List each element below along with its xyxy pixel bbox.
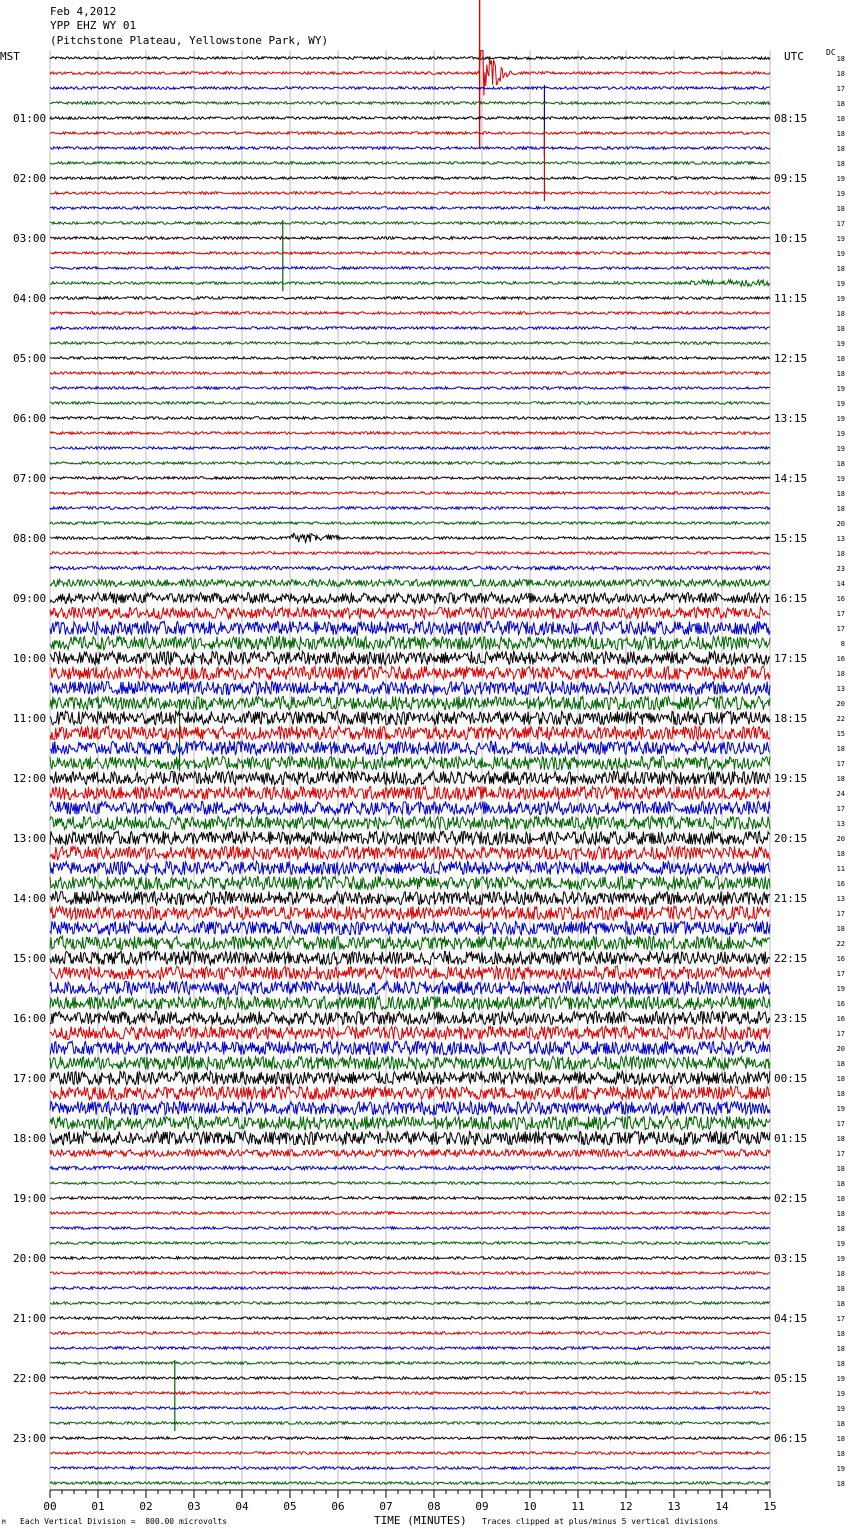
dc-offset-value: 19	[836, 1390, 845, 1398]
dc-offset-value: 18	[836, 70, 845, 78]
dc-offset-value: 18	[836, 1420, 845, 1428]
trace-row	[50, 711, 770, 724]
trace-row	[50, 1116, 770, 1129]
dc-offset-value: 19	[836, 280, 845, 288]
trace-row	[50, 786, 770, 799]
utc-hour-label: 18:15	[774, 712, 808, 725]
utc-hour-label: 22:15	[774, 952, 808, 965]
dc-offset-value: 18	[836, 505, 845, 513]
dc-offset-value: 18	[836, 1330, 845, 1338]
dc-offset-value: 19	[836, 340, 845, 348]
scale-note: Each Vertical Division = 800.00 microvolts	[20, 1517, 228, 1526]
utc-hour-label: 20:15	[774, 832, 808, 845]
dc-offset-value: 18	[836, 325, 845, 333]
trace-row	[50, 696, 770, 709]
dc-offset-value: 18	[836, 205, 845, 213]
trace-row	[50, 936, 770, 949]
trace-row	[50, 87, 770, 90]
dc-offset-value: 16	[836, 880, 845, 888]
dc-offset-value: 18	[836, 55, 845, 63]
x-axis-title: TIME (MINUTES)	[374, 1514, 467, 1527]
mst-hour-label: 10:00	[13, 652, 47, 665]
plot-date: Feb 4,2012	[50, 5, 117, 18]
dc-offset-value: 18	[836, 925, 845, 933]
dc-offset-value: 16	[836, 655, 845, 663]
mst-hour-label: 23:00	[13, 1432, 47, 1445]
dc-offset-value: 19	[836, 1465, 845, 1473]
trace-row	[50, 636, 770, 649]
dc-offset-value: 18	[836, 1285, 845, 1293]
x-tick-label: 06	[331, 1500, 345, 1513]
trace-row	[50, 1437, 770, 1440]
dc-offset-value: 18	[836, 130, 845, 138]
trace-row	[50, 1317, 770, 1320]
utc-hour-label: 17:15	[774, 652, 808, 665]
trace-row	[50, 966, 770, 979]
utc-hour-label: 15:15	[774, 532, 808, 545]
trace-row	[50, 162, 770, 165]
trace-row	[50, 831, 770, 844]
trace-row	[50, 593, 770, 604]
utc-hour-label: 04:15	[774, 1312, 808, 1325]
dc-offset-value: 17	[836, 85, 845, 93]
dc-offset-value: 18	[836, 1210, 845, 1218]
x-tick-label: 01	[91, 1500, 105, 1513]
trace-row	[50, 876, 770, 889]
dc-offset-value: 13	[836, 820, 845, 828]
mst-hour-label: 14:00	[13, 892, 47, 905]
trace-row	[50, 1041, 770, 1054]
trace-row	[50, 579, 770, 586]
corner-mark: M	[2, 1519, 6, 1526]
utc-hour-label: 23:15	[774, 1012, 808, 1025]
dc-offset-value: 18	[836, 1270, 845, 1278]
mst-hour-label: 17:00	[13, 1072, 47, 1085]
trace-row	[50, 147, 770, 150]
dc-offset-value: 19	[836, 175, 845, 183]
trace-row	[50, 1302, 770, 1305]
dc-offset-value: 17	[836, 610, 845, 618]
dc-offset-value: 18	[836, 1225, 845, 1233]
utc-hour-label: 11:15	[774, 292, 808, 305]
trace-row	[50, 327, 770, 330]
trace-row	[50, 252, 770, 255]
dc-offset-value: 18	[836, 1360, 845, 1368]
utc-hour-label: 01:15	[774, 1132, 808, 1145]
trace-row	[50, 1227, 770, 1230]
trace-row	[50, 447, 770, 450]
trace-row	[50, 192, 770, 195]
dc-offset-value: 16	[836, 595, 845, 603]
utc-hour-label: 10:15	[774, 232, 808, 245]
trace-row	[50, 432, 770, 435]
trace-row	[50, 861, 770, 874]
dc-offset-value: 18	[836, 1345, 845, 1353]
x-tick-label: 14	[715, 1500, 729, 1513]
dc-offset-value: 11	[836, 865, 845, 873]
trace-row	[50, 207, 770, 210]
time-axis	[43, 1490, 776, 1513]
trace-row	[50, 771, 770, 784]
dc-offset-value: 17	[836, 970, 845, 978]
utc-hour-label: 05:15	[774, 1372, 808, 1385]
dc-offset-value: 20	[836, 700, 845, 708]
utc-hour-label: 19:15	[774, 772, 808, 785]
utc-hour-label: 03:15	[774, 1252, 808, 1265]
mst-hour-label: 16:00	[13, 1012, 47, 1025]
dc-offset-value: 18	[836, 1195, 845, 1203]
dc-offset-value: 18	[836, 355, 845, 363]
trace-row	[50, 312, 770, 315]
trace-row	[50, 651, 770, 664]
trace-row	[50, 996, 770, 1009]
trace-row	[50, 756, 770, 769]
trace-row	[50, 1197, 770, 1200]
dc-offset-value: 19	[836, 190, 845, 198]
trace-row	[50, 1026, 770, 1039]
trace-row	[50, 846, 770, 859]
dc-offset-value: 19	[836, 475, 845, 483]
trace-row	[50, 222, 770, 225]
trace-row	[50, 477, 770, 480]
trace-row	[50, 462, 770, 465]
trace-row	[50, 1347, 770, 1350]
trace-row	[50, 1257, 770, 1260]
trace-row	[50, 492, 770, 495]
utc-hour-label: 13:15	[774, 412, 808, 425]
x-tick-label: 04	[235, 1500, 249, 1513]
dc-offset-value: 8	[840, 640, 845, 648]
mst-hour-label: 04:00	[13, 292, 47, 305]
utc-axis-label: UTC	[784, 50, 804, 63]
dc-offset-value: 19	[836, 985, 845, 993]
trace-row	[50, 372, 770, 375]
dc-offset-value: 19	[836, 415, 845, 423]
dc-offset-value: 18	[836, 1165, 845, 1173]
dc-offset-value: 18	[836, 1060, 845, 1068]
x-tick-label: 10	[523, 1500, 537, 1513]
dc-offset-value: 18	[836, 1135, 845, 1143]
trace-row	[50, 522, 770, 525]
dc-offset-value: 19	[836, 295, 845, 303]
trace-row	[50, 1407, 770, 1410]
x-tick-label: 11	[571, 1500, 585, 1513]
mst-hour-label: 12:00	[13, 772, 47, 785]
dc-offset-value: 17	[836, 760, 845, 768]
dc-offset-value: 18	[836, 550, 845, 558]
dc-offset-value: 17	[836, 220, 845, 228]
dc-offset-value: 17	[836, 910, 845, 918]
dc-offset-value: 18	[836, 310, 845, 318]
dc-offset-value: 18	[836, 1180, 845, 1188]
trace-row	[50, 921, 770, 934]
trace-row	[50, 1452, 770, 1455]
dc-offset-value: 16	[836, 1000, 845, 1008]
dc-offset-value: 20	[836, 520, 845, 528]
trace-row	[50, 1131, 770, 1144]
dc-offset-value: 20	[836, 1045, 845, 1053]
x-tick-label: 15	[763, 1500, 777, 1513]
seismic-traces	[50, 0, 770, 1484]
trace-row	[50, 1362, 770, 1365]
trace-row	[50, 1011, 770, 1024]
mst-hour-label: 15:00	[13, 952, 47, 965]
mst-hour-label: 21:00	[13, 1312, 47, 1325]
dc-offset-value: 17	[836, 1030, 845, 1038]
dc-offset-value: 14	[836, 580, 845, 588]
dc-offset-value: 18	[836, 1090, 845, 1098]
trace-row	[50, 357, 770, 360]
mst-hour-label: 05:00	[13, 352, 47, 365]
utc-hour-label: 06:15	[774, 1432, 808, 1445]
trace-row	[50, 666, 770, 679]
trace-row	[50, 566, 770, 570]
dc-offset-value: 13	[836, 895, 845, 903]
mst-hour-label: 11:00	[13, 712, 47, 725]
trace-row	[50, 57, 770, 60]
x-tick-label: 13	[667, 1500, 681, 1513]
dc-offset-value: 17	[836, 1150, 845, 1158]
x-tick-label: 05	[283, 1500, 297, 1513]
dc-offset-value: 24	[836, 790, 845, 798]
trace-row	[50, 1182, 770, 1185]
trace-row	[50, 1392, 770, 1395]
dc-offset-value: 18	[836, 1075, 845, 1083]
dc-offset-value: 17	[836, 1315, 845, 1323]
dc-offset-value: 16	[836, 955, 845, 963]
dc-offset-value: 17	[836, 1120, 845, 1128]
trace-row	[50, 280, 770, 287]
trace-row	[50, 117, 770, 120]
dc-offset-value: 17	[836, 805, 845, 813]
trace-row	[50, 297, 770, 300]
trace-row	[50, 102, 770, 105]
dc-offset-value: 18	[836, 1300, 845, 1308]
dc-offset-value: 22	[836, 715, 845, 723]
x-tick-label: 07	[379, 1500, 393, 1513]
x-tick-label: 00	[43, 1500, 57, 1513]
dc-offset-value: 19	[836, 1375, 845, 1383]
mst-hour-label: 06:00	[13, 412, 47, 425]
dc-offset-value: 19	[836, 1255, 845, 1263]
mst-hour-label: 03:00	[13, 232, 47, 245]
dc-offset-label: DC	[826, 48, 836, 57]
trace-row	[50, 1242, 770, 1245]
x-tick-label: 08	[427, 1500, 441, 1513]
dc-offset-value: 18	[836, 490, 845, 498]
mst-hour-label: 13:00	[13, 832, 47, 845]
trace-row	[50, 552, 770, 555]
dc-offset-value: 19	[836, 1405, 845, 1413]
dc-offset-value: 19	[836, 1240, 845, 1248]
clip-note: Traces clipped at plus/minus 5 vertical divisions	[482, 1517, 719, 1526]
trace-row	[50, 533, 770, 542]
mst-hour-label: 09:00	[13, 592, 47, 605]
trace-row	[50, 267, 770, 270]
dc-offset-value: 18	[836, 670, 845, 678]
utc-hour-label: 08:15	[774, 112, 808, 125]
trace-row	[50, 1101, 770, 1114]
utc-hour-label: 02:15	[774, 1192, 808, 1205]
dc-offset-value: 19	[836, 235, 845, 243]
trace-row	[50, 1166, 770, 1170]
trace-row	[50, 906, 770, 919]
trace-row	[50, 417, 770, 420]
dc-offset-value: 19	[836, 385, 845, 393]
mst-hour-label: 01:00	[13, 112, 47, 125]
trace-row	[50, 1482, 770, 1485]
trace-row	[50, 237, 770, 240]
trace-row	[50, 1272, 770, 1275]
trace-row	[50, 801, 770, 814]
trace-row	[50, 741, 770, 754]
x-tick-label: 12	[619, 1500, 633, 1513]
mst-hour-label: 02:00	[13, 172, 47, 185]
trace-row	[50, 1422, 770, 1425]
dc-offset-value: 18	[836, 1480, 845, 1488]
trace-row	[50, 816, 770, 829]
mst-hour-label: 07:00	[13, 472, 47, 485]
dc-offset-value: 18	[836, 160, 845, 168]
trace-row	[50, 387, 770, 390]
trace-row	[50, 1086, 770, 1099]
trace-row	[50, 507, 770, 510]
station-code: YPP EHZ WY 01	[50, 19, 137, 32]
trace-row	[50, 1332, 770, 1335]
trace-row	[50, 951, 770, 964]
dc-offset-value: 18	[836, 1450, 845, 1458]
dc-offset-value: 18	[836, 145, 845, 153]
dc-offset-value: 18	[836, 100, 845, 108]
mst-hour-label: 18:00	[13, 1132, 47, 1145]
mst-hour-label: 20:00	[13, 1252, 47, 1265]
dc-offset-value: 15	[836, 730, 845, 738]
trace-row	[50, 607, 770, 619]
dc-offset-value: 18	[836, 370, 845, 378]
trace-row	[50, 342, 770, 345]
dc-offset-value: 19	[836, 430, 845, 438]
dc-offset-value: 19	[836, 400, 845, 408]
utc-hour-label: 21:15	[774, 892, 808, 905]
trace-row	[50, 1377, 770, 1380]
trace-row	[50, 726, 770, 739]
dc-offset-value: 13	[836, 535, 845, 543]
trace-row	[50, 891, 770, 904]
utc-hour-label: 14:15	[774, 472, 808, 485]
trace-row	[50, 1287, 770, 1290]
dc-offset-value: 18	[836, 850, 845, 858]
dc-offset-value: 19	[836, 250, 845, 258]
dc-offset-value: 13	[836, 685, 845, 693]
mst-hour-label: 22:00	[13, 1372, 47, 1385]
trace-row	[50, 681, 770, 694]
mst-hour-label: 19:00	[13, 1192, 47, 1205]
x-tick-label: 03	[187, 1500, 201, 1513]
trace-row	[50, 1071, 770, 1084]
dc-offset-value: 22	[836, 940, 845, 948]
station-location: (Pitchstone Plateau, Yellowstone Park, WY)	[50, 34, 329, 47]
dc-offset-value: 18	[836, 460, 845, 468]
dc-offset-value: 18	[836, 115, 845, 123]
dc-offset-value: 23	[836, 565, 845, 573]
utc-hour-label: 16:15	[774, 592, 808, 605]
trace-row	[50, 132, 770, 135]
trace-row	[50, 1212, 770, 1215]
dc-offset-value: 18	[836, 265, 845, 273]
trace-row	[50, 981, 770, 994]
dc-offset-value: 20	[836, 835, 845, 843]
mst-hour-label: 08:00	[13, 532, 47, 545]
trace-row	[50, 1467, 770, 1470]
utc-hour-label: 09:15	[774, 172, 808, 185]
trace-row	[50, 177, 770, 180]
dc-offset-value: 18	[836, 1435, 845, 1443]
dc-offset-value: 18	[836, 775, 845, 783]
mst-axis-label: MST	[0, 50, 20, 63]
dc-offset-value: 19	[836, 445, 845, 453]
dc-offset-value: 16	[836, 1015, 845, 1023]
trace-row	[50, 402, 770, 405]
trace-row	[50, 621, 770, 634]
trace-row	[50, 1149, 770, 1156]
utc-hour-label: 00:15	[774, 1072, 808, 1085]
dc-offset-value: 19	[836, 1105, 845, 1113]
x-tick-label: 02	[139, 1500, 153, 1513]
dc-offset-value: 17	[836, 625, 845, 633]
utc-hour-label: 12:15	[774, 352, 808, 365]
trace-row	[50, 1056, 770, 1069]
x-tick-label: 09	[475, 1500, 489, 1513]
dc-offset-value: 18	[836, 745, 845, 753]
